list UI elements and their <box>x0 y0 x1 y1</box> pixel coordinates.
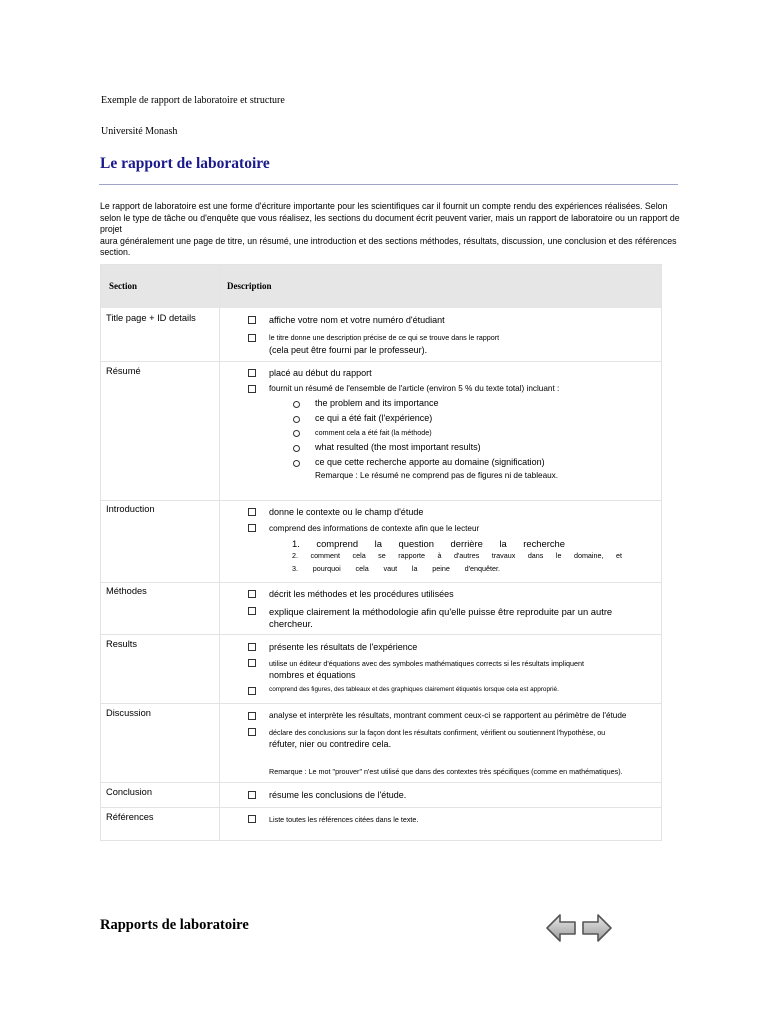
page-title: Le rapport de laboratoire <box>100 155 270 172</box>
row-divider <box>101 782 661 783</box>
bullet-circle-icon <box>293 416 300 423</box>
word: cela <box>355 564 369 573</box>
row-item-continuation: chercheur. <box>269 618 313 629</box>
nav-arrows <box>545 912 615 944</box>
intro-line: section. <box>100 247 131 257</box>
intro-line: Le rapport de laboratoire est une forme d'écriture importante pour les scientifiques car il fournit un compte rendu des expériences réalisées. Selon <box>100 201 668 211</box>
column-header-section: Section <box>109 281 137 291</box>
word: comment <box>310 551 341 560</box>
word: derrière <box>450 538 483 549</box>
row-divider <box>101 582 661 583</box>
row-item-continuation: (cela peut être fourni par le professeur). <box>269 345 428 355</box>
word: et <box>616 551 622 560</box>
section-name: Introduction <box>106 504 155 514</box>
numbered-item <box>292 551 622 560</box>
row-item: décrit les méthodes et les procédures utilisées <box>269 589 454 599</box>
row-item: déclare des conclusions sur la façon dont les résultats confirment, vérifient ou soutiennent l'hypothèse, ou <box>269 728 606 737</box>
word: recherche <box>523 538 565 549</box>
bullet-box-icon <box>248 385 256 393</box>
word: cela <box>352 551 366 560</box>
list-number: 2. <box>292 551 298 560</box>
bullet-box-icon <box>248 316 256 324</box>
word: question <box>398 538 434 549</box>
section-name: Results <box>106 639 138 649</box>
intro-line: selon le type de tâche ou d'enquête que vous réalisez, les sections du document écrit peuvent varier, mais un rapport de laboratoire ou un rapport de projet <box>100 212 680 234</box>
bullet-circle-icon <box>293 445 300 452</box>
sub-item: what resulted (the most important results) <box>315 442 481 452</box>
numbered-item <box>292 538 565 549</box>
list-number: 1. <box>292 538 300 549</box>
word: d'autres <box>453 551 480 560</box>
word: travaux <box>491 551 516 560</box>
footer-title: Rapports de laboratoire <box>100 917 249 933</box>
bullet-box-icon <box>248 334 256 342</box>
row-divider <box>101 634 661 635</box>
row-divider <box>101 703 661 704</box>
bullet-circle-icon <box>293 460 300 467</box>
section-name: Méthodes <box>106 586 147 596</box>
bullet-box-icon <box>248 643 256 651</box>
row-item-continuation: réfuter, nier ou contredire cela. <box>269 739 392 749</box>
word: dans <box>527 551 544 560</box>
bullet-box-icon <box>248 728 256 736</box>
word: comprend <box>316 538 359 549</box>
university-name: Université Monash <box>101 126 178 137</box>
section-name: Références <box>106 812 154 822</box>
row-item: présente les résultats de l'expérience <box>269 642 418 652</box>
row-divider <box>101 500 661 501</box>
row-item: comprend des informations de contexte afin que le lecteur <box>269 524 480 533</box>
section-name: Conclusion <box>106 787 152 797</box>
page-navigation <box>545 912 615 949</box>
row-note: Remarque : Le résumé ne comprend pas de figures ni de tableaux. <box>315 471 559 480</box>
arrow-left-icon[interactable] <box>547 915 575 941</box>
column-divider <box>219 265 220 840</box>
row-item: utilise un éditeur d'équations avec des symboles mathématiques corrects si les résultats impliquent <box>269 659 584 668</box>
word: pourquoi <box>312 564 341 573</box>
row-divider <box>101 807 661 808</box>
intro-paragraph <box>100 201 700 259</box>
row-divider <box>101 361 661 362</box>
sub-item: ce que cette recherche apporte au domaine (signification) <box>315 457 545 467</box>
document-header: Exemple de rapport de laboratoire et structure <box>101 95 285 106</box>
column-header-description: Description <box>227 281 272 291</box>
row-item: Liste toutes les références citées dans le texte. <box>269 815 419 824</box>
table-header <box>101 265 661 308</box>
title-divider <box>99 184 678 185</box>
word: la <box>374 538 382 549</box>
intro-line: aura généralement une page de titre, un résumé, une introduction et des sections méthodes, résultats, discussion, une conclusion et des références <box>100 235 677 246</box>
word: à <box>437 551 442 560</box>
word: la <box>411 564 418 573</box>
row-item: résume les conclusions de l'étude. <box>269 790 407 800</box>
row-note: Remarque : Le mot "prouver" n'est utilisé que dans des contextes très spécifiques (comme en mathématiques). <box>269 767 623 776</box>
bullet-box-icon <box>248 369 256 377</box>
bullet-box-icon <box>248 815 256 823</box>
section-name: Discussion <box>106 708 151 718</box>
bullet-box-icon <box>248 524 256 532</box>
row-item: donne le contexte ou le champ d'étude <box>269 507 424 517</box>
list-number: 3. <box>292 564 298 573</box>
word: domaine, <box>573 551 604 560</box>
structure-table <box>100 264 662 841</box>
section-name: Résumé <box>106 366 141 376</box>
row-item: fournit un résumé de l'ensemble de l'article (environ 5 % du texte total) incluant : <box>269 384 560 393</box>
sub-item: ce qui a été fait (l'expérience) <box>315 413 433 423</box>
bullet-box-icon <box>248 607 256 615</box>
row-item-continuation: nombres et équations <box>269 670 356 680</box>
word: le <box>555 551 562 560</box>
sub-item: the problem and its importance <box>315 398 439 408</box>
row-item: placé au début du rapport <box>269 368 372 378</box>
bullet-circle-icon <box>293 401 300 408</box>
bullet-box-icon <box>248 590 256 598</box>
bullet-box-icon <box>248 791 256 799</box>
sub-item: comment cela a été fait (la méthode) <box>315 428 432 437</box>
bullet-box-icon <box>248 687 256 695</box>
arrow-right-icon[interactable] <box>583 915 611 941</box>
row-item: explique clairement la méthodologie afin qu'elle puisse être reproduite par un autre <box>269 606 613 617</box>
word: vaut <box>383 564 398 573</box>
bullet-circle-icon <box>293 430 300 437</box>
word: la <box>499 538 507 549</box>
row-item: comprend des figures, des tableaux et des graphiques clairement étiquetés lorsque cela est approprié. <box>269 686 559 693</box>
row-item: le titre donne une description précise de ce qui se trouve dans le rapport <box>269 333 500 342</box>
row-item: affiche votre nom et votre numéro d'étudiant <box>269 315 445 325</box>
bullet-box-icon <box>248 659 256 667</box>
bullet-box-icon <box>248 508 256 516</box>
word: rapporte <box>398 551 425 560</box>
row-item: analyse et interprète les résultats, montrant comment ceux-ci se rapportent au périmètre de l'étude <box>269 711 627 720</box>
numbered-item <box>292 564 500 573</box>
word: peine <box>432 564 450 573</box>
word: se <box>378 551 386 560</box>
section-name: Title page + ID details <box>106 313 196 323</box>
word: d'enquêter. <box>464 564 500 573</box>
bullet-box-icon <box>248 712 256 720</box>
